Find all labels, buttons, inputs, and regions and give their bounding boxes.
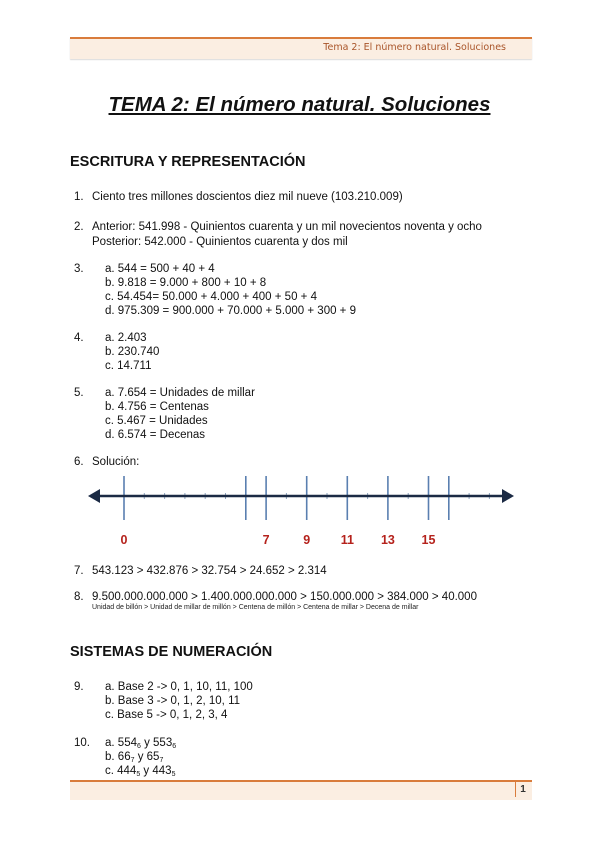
q7-text: 543.123 > 432.876 > 32.754 > 24.652 > 2.314 bbox=[92, 565, 327, 577]
q2-line1: Anterior: 541.998 - Quinientos cuarenta y un mil novecientos noventa y ocho bbox=[92, 221, 482, 233]
q10-item-a: a. $554_6$ y $553_6$ bbox=[105, 737, 177, 750]
number-line-label: 7 bbox=[262, 533, 270, 547]
q5-item-a: a. 7.654 = Unidades de millar bbox=[105, 387, 255, 399]
number-line-label: 0 bbox=[120, 533, 128, 547]
number-line-arrow-left bbox=[88, 489, 100, 503]
section-heading-sistemas: SISTEMAS DE NUMERACIÓN bbox=[70, 644, 273, 660]
q3-number: 3. bbox=[74, 263, 84, 275]
q4-item-b: b. 230.740 bbox=[105, 346, 160, 358]
number-line-label: 13 bbox=[380, 533, 395, 547]
page-title: TEMA 2: El número natural. Soluciones bbox=[108, 93, 491, 116]
q5-item-c: c. 5.467 = Unidades bbox=[105, 415, 208, 427]
q1-text: Ciento tres millones doscientos diez mil nueve (103.210.009) bbox=[92, 191, 403, 203]
q5-item-b: b. 4.756 = Centenas bbox=[105, 401, 209, 413]
number-line bbox=[88, 476, 518, 551]
q3-item-a: a. 544 = 500 + 40 + 4 bbox=[105, 263, 215, 275]
q3-item-b: b. 9.818 = 9.000 + 800 + 10 + 8 bbox=[105, 277, 267, 289]
q9-item-b: b. Base 3 -> 0, 1, 2, 10, 11 bbox=[105, 695, 241, 707]
header-text: Tema 2: El número natural. Soluciones bbox=[323, 42, 506, 53]
q2-line2: Posterior: 542.000 - Quinientos cuarenta y dos mil bbox=[92, 236, 348, 248]
q1-number: 1. bbox=[74, 191, 84, 203]
q9-number: 9. bbox=[74, 681, 84, 693]
q3-item-d: d. 975.309 = 900.000 + 70.000 + 5.000 + 300 + 9 bbox=[105, 305, 356, 317]
q4-number: 4. bbox=[74, 332, 84, 344]
section-heading-escritura: ESCRITURA Y REPRESENTACIÓN bbox=[70, 154, 306, 170]
q5-item-d: d. 6.574 = Decenas bbox=[105, 429, 206, 441]
q5-number: 5. bbox=[74, 387, 84, 399]
number-line-label: 15 bbox=[421, 533, 436, 547]
q6-number: 6. bbox=[74, 456, 84, 468]
q10-item-b: b. $66_7$ y $65_7$ bbox=[105, 751, 164, 764]
q10-item-c: c. $444_5$ y $443_5$ bbox=[105, 765, 176, 778]
q7-number: 7. bbox=[74, 565, 84, 577]
q10-number: 10. bbox=[74, 737, 90, 749]
page-number: 1 bbox=[515, 782, 530, 797]
number-line-labels bbox=[121, 533, 436, 547]
q4-item-c: c. 14.711 bbox=[105, 360, 152, 372]
number-line-label: 9 bbox=[303, 533, 311, 547]
page-footer bbox=[70, 780, 532, 800]
q6-text: Solución: bbox=[92, 456, 140, 468]
q8-text: 9.500.000.000.000 > 1.400.000.000.000 > 150.000.000 > 384.000 > 40.000 bbox=[92, 591, 477, 603]
page-header bbox=[70, 37, 532, 59]
q4-item-a: a. 2.403 bbox=[105, 332, 147, 344]
q9-item-a: a. Base 2 -> 0, 1, 10, 11, 100 bbox=[105, 681, 253, 693]
number-line-ticks bbox=[124, 476, 489, 520]
number-line-label: 11 bbox=[340, 533, 354, 547]
q8-note: Unidad de billón > Unidad de millar de millón > Centena de millón > Centena de millar > Decena de millar bbox=[92, 604, 419, 611]
q3-item-c: c. 54.454= 50.000 + 4.000 + 400 + 50 + 4 bbox=[105, 291, 317, 303]
number-line-arrow-right bbox=[502, 489, 514, 503]
q8-number: 8. bbox=[74, 591, 84, 603]
q2-number: 2. bbox=[74, 221, 84, 233]
q9-item-c: c. Base 5 -> 0, 1, 2, 3, 4 bbox=[105, 709, 228, 721]
